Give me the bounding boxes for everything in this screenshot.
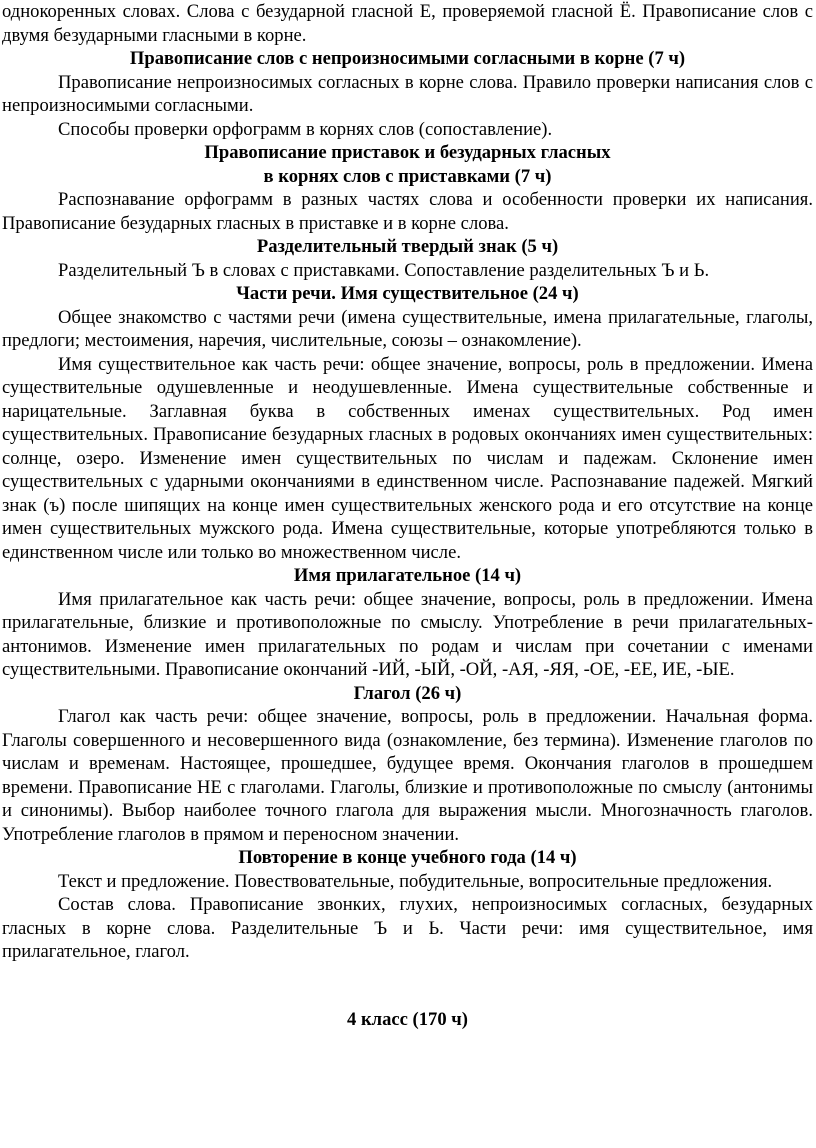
paragraph: Текст и предложение. Повествовательные, побудительные, вопросительные предложения. bbox=[58, 870, 773, 892]
blank-space bbox=[2, 964, 813, 1008]
paragraph: Состав слова. Правописание звонких, глухих, непроизносимых согласных, безударных гласных в корне слова. Разделительные Ъ и Ь. Части речи: имя существительное, имя прилагательное, глагол. bbox=[2, 894, 813, 962]
paragraph: Разделительный Ъ в словах с приставками. Сопоставление разделительных Ъ и Ь. bbox=[58, 259, 710, 281]
section-heading: Правописание приставок и безударных гласных bbox=[204, 142, 611, 163]
paragraph: однокоренных словах. Слова с безударной гласной Е, проверяемой гласной Ё. Правописание слов с двумя безударными гласными в корне. bbox=[2, 1, 813, 46]
section-heading: Правописание слов с непроизносимыми согласными в корне (7 ч) bbox=[129, 48, 686, 69]
paragraph: Общее знакомство с частями речи (имена существительные, имена прилагательные, глаголы, предлоги; местоимения, наречия, числительные, союзы – ознакомление). bbox=[2, 306, 813, 351]
paragraph: Способы проверки орфограмм в корнях слов (сопоставление). bbox=[58, 118, 553, 140]
section-heading: Имя прилагательное (14 ч) bbox=[293, 565, 522, 586]
paragraph: Глагол как часть речи: общее значение, вопросы, роль в предложении. Начальная форма. Глаголы совершенного и несовершенного вида (ознакомление, без термина). Изменение глаголов по числам и временам. Настоящее, прошедшее, будущее время. Окончания глаголов в прошедшем времени. Правописание НЕ с глаголами. Глаголы, близкие и противоположные по смыслу (антонимы и синонимы). Выбор наиболее точного глагола для выражения мысли. Многозначность глаголов. Употребление глаголов в прямом и переносном значении. bbox=[2, 706, 813, 845]
section-heading: Повторение в конце учебного года (14 ч) bbox=[238, 847, 577, 868]
section-heading: в корнях слов с приставками (7 ч) bbox=[263, 165, 552, 187]
paragraph: Правописание непроизносимых согласных в корне слова. Правило проверки написания слов с непроизносимыми согласными. bbox=[2, 71, 813, 116]
section-heading: Глагол (26 ч) bbox=[353, 682, 462, 704]
section-heading: Части речи. Имя существительное (24 ч) bbox=[236, 283, 579, 304]
paragraph: Имя существительное как часть речи: общее значение, вопросы, роль в предложении. Имена существительные одушевленные и неодушевленные. Имена существительные собственные и нарицательные. Заглавная буква в собственных именах существительных. Род имен существительных. Правописание безударных гласных в родовых окончаниях имен существительных: солнце, озеро. Изменение имен существительных по числам и падежам. Склонение имен существительных с ударными окончаниями в единственном числе. Распознавание падежей. Мягкий знак (ъ) после шипящих на конце имен существительных женского рода и его отсутствие на конце имен существительных мужского рода. Имена существительные, которые употребляются только в единственном числе или только во множественном числе. bbox=[2, 353, 813, 563]
paragraph: Имя прилагательное как часть речи: общее значение, вопросы, роль в предложении. Имена прилагательные, близкие и противоположные по смыслу. Употребление в речи прилагательных-антонимов. Изменение имен прилагательных по родам и числам при сочетании с именами существительными. Правописание окончаний -ИЙ, -ЫЙ, -ОЙ, -АЯ, -ЯЯ, -ОЕ, -ЕЕ, ИЕ, -ЫЕ. bbox=[2, 588, 813, 680]
document-page bbox=[2, 0, 813, 1031]
paragraph: Распознавание орфограмм в разных частях слова и особенности проверки их написания. Правописание безударных гласных в приставке и в корне слова. bbox=[2, 189, 813, 234]
section-heading: Разделительный твердый знак (5 ч) bbox=[256, 236, 559, 257]
class-heading: 4 класс (170 ч) bbox=[347, 1008, 468, 1030]
